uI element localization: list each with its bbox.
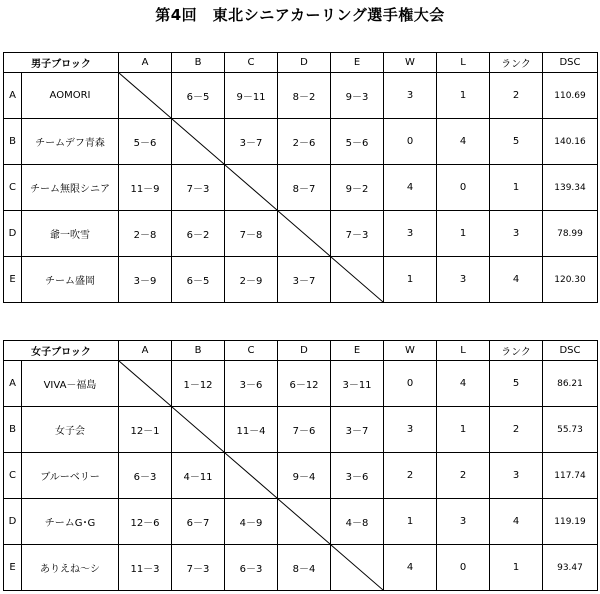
rank-cell: 5 — [490, 361, 543, 407]
match-result: 12－6 — [119, 499, 172, 545]
table-row — [4, 165, 598, 211]
mens-block-table — [3, 52, 598, 303]
column-header: A — [119, 53, 172, 73]
team-name: AOMORI — [22, 73, 119, 119]
match-result: 6－5 — [172, 73, 225, 119]
losses-cell: 1 — [437, 211, 490, 257]
womens-block-table — [3, 340, 598, 591]
wins-cell: 3 — [384, 407, 437, 453]
page-title: 第4回 東北シニアカーリング選手権大会 — [155, 6, 445, 24]
match-result: 2－9 — [225, 257, 278, 303]
self-match-cell — [331, 257, 384, 303]
block-label: 女子ブロック — [4, 341, 119, 361]
diagonal-line — [225, 165, 277, 210]
wins-cell: 0 — [384, 361, 437, 407]
column-header: B — [172, 341, 225, 361]
column-header: W — [384, 53, 437, 73]
team-name: 爺一吹雪 — [22, 211, 119, 257]
row-id: B — [4, 119, 22, 165]
row-id: A — [4, 361, 22, 407]
row-id: E — [4, 545, 22, 591]
row-id: B — [4, 407, 22, 453]
rank-cell: 4 — [490, 257, 543, 303]
table-row — [4, 73, 598, 119]
rank-cell: 3 — [490, 453, 543, 499]
diagonal-line — [331, 257, 383, 302]
losses-cell: 1 — [437, 407, 490, 453]
self-match-cell — [225, 165, 278, 211]
match-result: 3－7 — [225, 119, 278, 165]
dsc-cell: 93.47 — [543, 545, 598, 591]
table-row — [4, 499, 598, 545]
self-match-cell — [119, 361, 172, 407]
match-result: 9－2 — [331, 165, 384, 211]
team-name: チーム盛岡 — [22, 257, 119, 303]
team-name: ブルーベリー — [22, 453, 119, 499]
match-result: 9－4 — [278, 453, 331, 499]
match-result: 8－2 — [278, 73, 331, 119]
column-header: E — [331, 53, 384, 73]
match-result: 9－3 — [331, 73, 384, 119]
row-id: D — [4, 211, 22, 257]
diagonal-line — [278, 499, 330, 544]
match-result: 1－12 — [172, 361, 225, 407]
match-result: 3－6 — [331, 453, 384, 499]
losses-cell: 3 — [437, 499, 490, 545]
dsc-cell: 140.16 — [543, 119, 598, 165]
rank-cell: 2 — [490, 407, 543, 453]
wins-cell: 1 — [384, 499, 437, 545]
diagonal-line — [331, 545, 383, 590]
dsc-cell: 86.21 — [543, 361, 598, 407]
losses-cell: 0 — [437, 165, 490, 211]
column-header: A — [119, 341, 172, 361]
losses-cell: 4 — [437, 361, 490, 407]
column-header: ランク — [490, 53, 543, 73]
match-result: 6－2 — [172, 211, 225, 257]
diagonal-line — [119, 73, 171, 118]
match-result: 8－7 — [278, 165, 331, 211]
row-id: C — [4, 453, 22, 499]
table-row — [4, 257, 598, 303]
dsc-cell: 139.34 — [543, 165, 598, 211]
wins-cell: 2 — [384, 453, 437, 499]
self-match-cell — [225, 453, 278, 499]
match-result: 5－6 — [119, 119, 172, 165]
losses-cell: 3 — [437, 257, 490, 303]
header-row — [4, 53, 598, 73]
self-match-cell — [172, 407, 225, 453]
column-header: B — [172, 53, 225, 73]
row-id: C — [4, 165, 22, 211]
match-result: 2－6 — [278, 119, 331, 165]
match-result: 6－7 — [172, 499, 225, 545]
match-result: 9－11 — [225, 73, 278, 119]
match-result: 7－6 — [278, 407, 331, 453]
match-result: 3－7 — [278, 257, 331, 303]
dsc-cell: 119.19 — [543, 499, 598, 545]
self-match-cell — [278, 211, 331, 257]
block-label: 男子ブロック — [4, 53, 119, 73]
match-result: 7－3 — [172, 545, 225, 591]
column-header: L — [437, 53, 490, 73]
header-row — [4, 341, 598, 361]
match-result: 4－11 — [172, 453, 225, 499]
match-result: 5－6 — [331, 119, 384, 165]
match-result: 2－8 — [119, 211, 172, 257]
rank-cell: 1 — [490, 545, 543, 591]
team-name: 女子会 — [22, 407, 119, 453]
self-match-cell — [331, 545, 384, 591]
self-match-cell — [172, 119, 225, 165]
table-row — [4, 361, 598, 407]
rank-cell: 1 — [490, 165, 543, 211]
match-result: 6－3 — [119, 453, 172, 499]
diagonal-line — [119, 361, 171, 406]
dsc-cell: 117.74 — [543, 453, 598, 499]
table-row — [4, 545, 598, 591]
column-header: L — [437, 341, 490, 361]
diagonal-line — [225, 453, 277, 498]
match-result: 7－3 — [331, 211, 384, 257]
match-result: 6－5 — [172, 257, 225, 303]
match-result: 7－8 — [225, 211, 278, 257]
match-result: 4－9 — [225, 499, 278, 545]
match-result: 12－1 — [119, 407, 172, 453]
rank-cell: 4 — [490, 499, 543, 545]
column-header: DSC — [543, 53, 598, 73]
match-result: 7－3 — [172, 165, 225, 211]
wins-cell: 4 — [384, 545, 437, 591]
match-result: 4－8 — [331, 499, 384, 545]
match-result: 6－3 — [225, 545, 278, 591]
column-header: ランク — [490, 341, 543, 361]
team-name: チームG･G — [22, 499, 119, 545]
dsc-cell: 78.99 — [543, 211, 598, 257]
match-result: 11－9 — [119, 165, 172, 211]
table-row — [4, 453, 598, 499]
team-name: チーム無限シニア — [22, 165, 119, 211]
match-result: 11－3 — [119, 545, 172, 591]
wins-cell: 3 — [384, 73, 437, 119]
diagonal-line — [278, 211, 330, 256]
rank-cell: 2 — [490, 73, 543, 119]
table-row — [4, 119, 598, 165]
team-name: ありえね～シ — [22, 545, 119, 591]
column-header: D — [278, 53, 331, 73]
losses-cell: 0 — [437, 545, 490, 591]
rank-cell: 3 — [490, 211, 543, 257]
column-header: E — [331, 341, 384, 361]
column-header: DSC — [543, 341, 598, 361]
match-result: 3－6 — [225, 361, 278, 407]
losses-cell: 4 — [437, 119, 490, 165]
column-header: C — [225, 53, 278, 73]
diagonal-line — [172, 119, 224, 164]
match-result: 3－9 — [119, 257, 172, 303]
column-header: D — [278, 341, 331, 361]
table-row — [4, 211, 598, 257]
column-header: W — [384, 341, 437, 361]
team-name: チームデフ青森 — [22, 119, 119, 165]
wins-cell: 3 — [384, 211, 437, 257]
dsc-cell: 120.30 — [543, 257, 598, 303]
team-name: VIVA－福島 — [22, 361, 119, 407]
dsc-cell: 55.73 — [543, 407, 598, 453]
wins-cell: 0 — [384, 119, 437, 165]
match-result: 11－4 — [225, 407, 278, 453]
losses-cell: 1 — [437, 73, 490, 119]
table-row — [4, 407, 598, 453]
match-result: 6－12 — [278, 361, 331, 407]
diagonal-line — [172, 407, 224, 452]
losses-cell: 2 — [437, 453, 490, 499]
match-result: 8－4 — [278, 545, 331, 591]
wins-cell: 4 — [384, 165, 437, 211]
dsc-cell: 110.69 — [543, 73, 598, 119]
row-id: E — [4, 257, 22, 303]
column-header: C — [225, 341, 278, 361]
match-result: 3－11 — [331, 361, 384, 407]
self-match-cell — [278, 499, 331, 545]
row-id: A — [4, 73, 22, 119]
rank-cell: 5 — [490, 119, 543, 165]
row-id: D — [4, 499, 22, 545]
self-match-cell — [119, 73, 172, 119]
match-result: 3－7 — [331, 407, 384, 453]
wins-cell: 1 — [384, 257, 437, 303]
